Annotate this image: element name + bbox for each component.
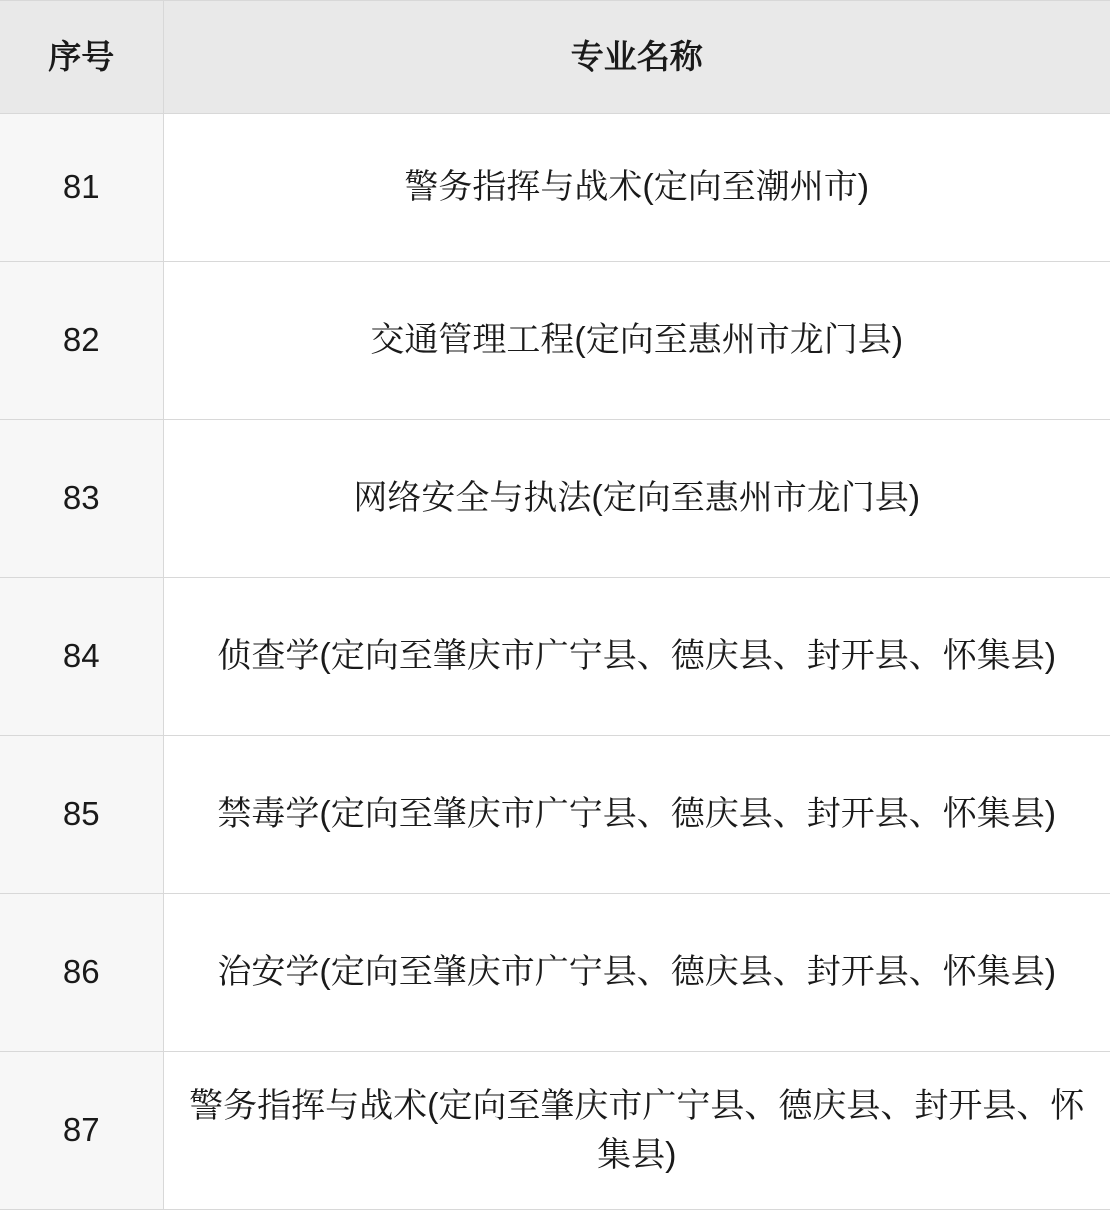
- table-header: [0, 1, 1110, 114]
- cell-index: 83: [0, 420, 163, 578]
- table-row: [0, 262, 1110, 420]
- cell-index: 87: [0, 1052, 163, 1210]
- column-header-index: 序号: [0, 1, 163, 114]
- cell-major-name: 治安学(定向至肇庆市广宁县、德庆县、封开县、怀集县): [163, 894, 1110, 1052]
- column-header-major-name: 专业名称: [163, 1, 1110, 114]
- cell-major-name: 网络安全与执法(定向至惠州市龙门县): [163, 420, 1110, 578]
- cell-index: 85: [0, 736, 163, 894]
- cell-major-name: 禁毒学(定向至肇庆市广宁县、德庆县、封开县、怀集县): [163, 736, 1110, 894]
- cell-major-name: 侦查学(定向至肇庆市广宁县、德庆县、封开县、怀集县): [163, 578, 1110, 736]
- table-body: [0, 114, 1110, 1210]
- table-row: [0, 114, 1110, 262]
- cell-index: 81: [0, 114, 163, 262]
- table-row: [0, 1052, 1110, 1210]
- cell-index: 82: [0, 262, 163, 420]
- table-header-row: [0, 1, 1110, 114]
- cell-major-name: 交通管理工程(定向至惠州市龙门县): [163, 262, 1110, 420]
- table-row: [0, 894, 1110, 1052]
- cell-index: 84: [0, 578, 163, 736]
- cell-index: 86: [0, 894, 163, 1052]
- table-row: [0, 736, 1110, 894]
- table-row: [0, 420, 1110, 578]
- table-row: [0, 578, 1110, 736]
- cell-major-name: 警务指挥与战术(定向至肇庆市广宁县、德庆县、封开县、怀集县): [163, 1052, 1110, 1210]
- cell-major-name: 警务指挥与战术(定向至潮州市): [163, 114, 1110, 262]
